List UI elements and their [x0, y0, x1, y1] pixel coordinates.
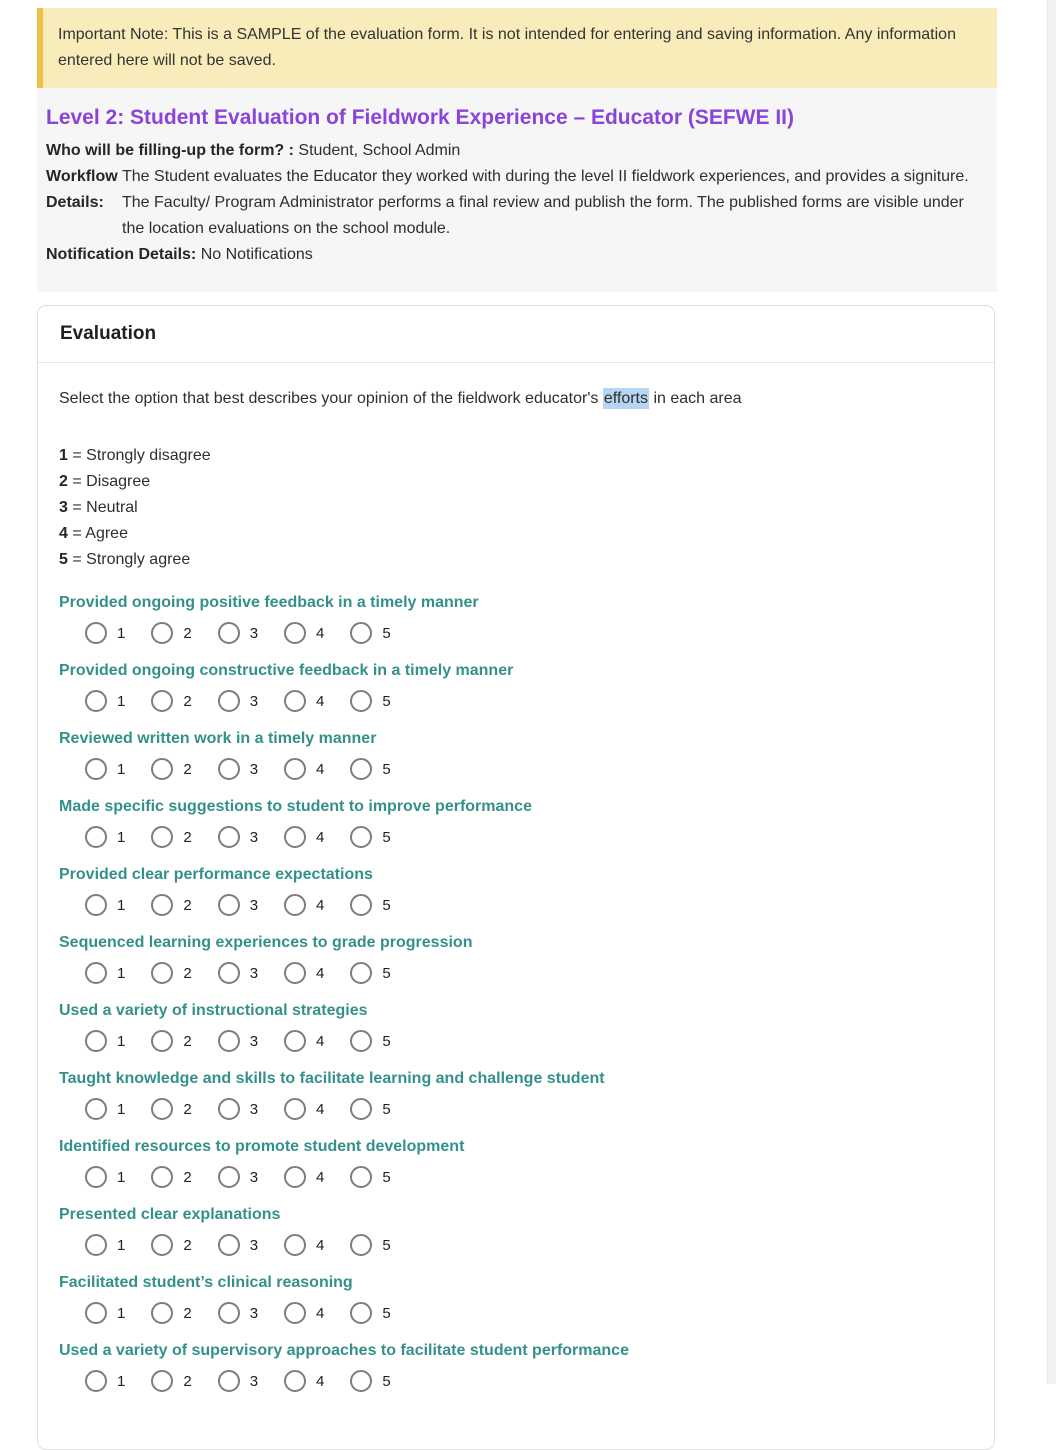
- radio-button[interactable]: [350, 758, 372, 780]
- radio-label: 3: [249, 828, 259, 846]
- radio-button[interactable]: [350, 962, 372, 984]
- notification-value: No Notifications: [200, 246, 313, 263]
- radio-option: [350, 1302, 390, 1324]
- instructions-before: Select the option that best describes your opinion of the fieldwork educator's: [59, 390, 603, 407]
- radio-label: 2: [183, 896, 192, 914]
- radio-option: [284, 962, 324, 984]
- radio-option: [284, 894, 324, 916]
- radio-button[interactable]: [218, 1234, 240, 1256]
- radio-label: 3: [249, 1100, 259, 1118]
- radio-option: [218, 622, 258, 644]
- question-title: Taught knowledge and skills to facilitate learning and challenge student: [59, 1070, 605, 1087]
- radio-button[interactable]: [151, 894, 173, 916]
- radio-button[interactable]: [85, 1030, 107, 1052]
- radio-label: 3: [249, 964, 259, 982]
- radio-label: 1: [117, 692, 126, 710]
- legend-line: [59, 547, 973, 573]
- radio-option: [284, 1370, 324, 1392]
- radio-label: 2: [183, 760, 192, 778]
- highlighted-text: efforts: [603, 390, 648, 407]
- radio-label: 1: [117, 624, 126, 642]
- notification-row: [46, 242, 977, 268]
- legend-line: [59, 443, 973, 469]
- radio-label: 2: [183, 964, 192, 982]
- radio-label: 3: [249, 624, 259, 642]
- radio-option: [85, 826, 125, 848]
- radio-button[interactable]: [85, 690, 107, 712]
- question-item: [59, 1205, 973, 1257]
- radio-option: [151, 1370, 191, 1392]
- radio-label: 3: [249, 1372, 259, 1390]
- question-item: [59, 1137, 973, 1189]
- radio-option: [350, 962, 390, 984]
- radio-button[interactable]: [85, 1234, 107, 1256]
- radio-button[interactable]: [218, 622, 240, 644]
- radio-label: 1: [117, 896, 126, 914]
- instructions-after: in each area: [649, 390, 742, 407]
- radio-button[interactable]: [284, 1302, 306, 1324]
- radio-option: [85, 1166, 125, 1188]
- legend-number: 4: [59, 525, 68, 542]
- radio-option: [218, 1098, 258, 1120]
- sample-warning-text: Important Note: This is a SAMPLE of the evaluation form. It is not intended for entering and saving information. Any information entered here will not be saved.: [58, 26, 956, 69]
- radio-option: [284, 826, 324, 848]
- radio-option: [350, 758, 390, 780]
- radio-group: [85, 893, 973, 917]
- radio-option: [218, 1030, 258, 1052]
- question-title: Used a variety of supervisory approaches to facilitate student performance: [59, 1342, 629, 1359]
- radio-label: 2: [183, 692, 192, 710]
- radio-label: 5: [382, 828, 391, 846]
- radio-group: [85, 621, 973, 645]
- radio-label: 3: [249, 692, 259, 710]
- radio-label: 2: [183, 1100, 192, 1118]
- radio-label: 5: [382, 1100, 391, 1118]
- question-item: [59, 865, 973, 917]
- radio-option: [350, 894, 390, 916]
- legend-text: = Neutral: [72, 499, 138, 516]
- radio-button[interactable]: [151, 1030, 173, 1052]
- workflow-row: [46, 164, 977, 242]
- radio-button[interactable]: [284, 962, 306, 984]
- question-title: Made specific suggestions to student to improve performance: [59, 798, 532, 815]
- question-list: [59, 593, 973, 1393]
- instructions-text: [59, 389, 973, 409]
- radio-button[interactable]: [218, 1370, 240, 1392]
- radio-group: [85, 1369, 973, 1393]
- radio-option: [151, 622, 191, 644]
- radio-group: [85, 1165, 973, 1189]
- radio-label: 5: [382, 964, 391, 982]
- question-title: Identified resources to promote student development: [59, 1138, 465, 1155]
- radio-option: [218, 962, 258, 984]
- radio-label: 2: [183, 1304, 192, 1322]
- radio-label: 3: [249, 896, 259, 914]
- radio-label: 5: [382, 1304, 391, 1322]
- radio-group: [85, 961, 973, 985]
- radio-option: [151, 1302, 191, 1324]
- radio-button[interactable]: [151, 1098, 173, 1120]
- question-title: Sequenced learning experiences to grade progression: [59, 934, 473, 951]
- radio-group: [85, 1233, 973, 1257]
- radio-option: [350, 1030, 390, 1052]
- legend-line: [59, 495, 973, 521]
- evaluation-card: [37, 305, 995, 1450]
- radio-group: [85, 1029, 973, 1053]
- radio-button[interactable]: [218, 690, 240, 712]
- question-item: [59, 729, 973, 781]
- radio-button[interactable]: [350, 826, 372, 848]
- radio-label: 4: [316, 964, 325, 982]
- radio-button[interactable]: [350, 1370, 372, 1392]
- radio-button[interactable]: [151, 758, 173, 780]
- radio-option: [218, 1370, 258, 1392]
- legend-text: = Strongly agree: [72, 551, 191, 568]
- radio-option: [85, 1302, 125, 1324]
- radio-button[interactable]: [85, 962, 107, 984]
- radio-label: 1: [117, 760, 126, 778]
- radio-option: [151, 1030, 191, 1052]
- radio-label: 4: [316, 1168, 325, 1186]
- radio-button[interactable]: [85, 1370, 107, 1392]
- radio-option: [151, 1166, 191, 1188]
- radio-label: 2: [183, 1168, 192, 1186]
- radio-option: [218, 894, 258, 916]
- form-meta: [37, 105, 997, 268]
- question-title: Used a variety of instructional strategies: [59, 1002, 368, 1019]
- radio-option: [284, 1098, 324, 1120]
- evaluation-card-header: [38, 306, 994, 363]
- radio-label: 2: [183, 1372, 192, 1390]
- question-item: [59, 1069, 973, 1121]
- radio-option: [151, 826, 191, 848]
- radio-option: [284, 1166, 324, 1188]
- radio-button[interactable]: [350, 1098, 372, 1120]
- radio-label: 1: [117, 1032, 126, 1050]
- radio-group: [85, 1301, 973, 1325]
- radio-label: 1: [117, 964, 126, 982]
- radio-button[interactable]: [218, 1166, 240, 1188]
- radio-button[interactable]: [151, 1234, 173, 1256]
- question-title: Provided ongoing positive feedback in a timely manner: [59, 594, 479, 611]
- radio-label: 3: [249, 760, 259, 778]
- radio-label: 1: [117, 1372, 126, 1390]
- radio-button[interactable]: [85, 622, 107, 644]
- radio-option: [85, 1030, 125, 1052]
- legend-line: [59, 469, 973, 495]
- radio-label: 4: [316, 760, 325, 778]
- radio-label: 5: [382, 1372, 391, 1390]
- radio-option: [218, 690, 258, 712]
- radio-button[interactable]: [284, 690, 306, 712]
- page-title: Level 2: Student Evaluation of Fieldwork Experience – Educator (SEFWE II): [46, 106, 794, 129]
- radio-button[interactable]: [85, 1098, 107, 1120]
- radio-button[interactable]: [85, 1166, 107, 1188]
- radio-label: 1: [117, 1304, 126, 1322]
- radio-option: [218, 826, 258, 848]
- radio-label: 3: [249, 1032, 259, 1050]
- radio-button[interactable]: [218, 962, 240, 984]
- radio-button[interactable]: [284, 622, 306, 644]
- radio-button[interactable]: [151, 690, 173, 712]
- page-content: [37, 8, 997, 1450]
- radio-label: 4: [316, 828, 325, 846]
- radio-label: 4: [316, 624, 325, 642]
- workflow-value: The Student evaluates the Educator they worked with during the level II fieldwork experiences, and provides a signiture. The Faculty/ Program Administrator performs a final review and publish the form. The published forms are visible under the location evaluations on the school module.: [122, 168, 969, 237]
- radio-group: [85, 825, 973, 849]
- question-title: Provided ongoing constructive feedback in a timely manner: [59, 662, 514, 679]
- question-title: Reviewed written work in a timely manner: [59, 730, 377, 747]
- form-info-panel: [37, 8, 997, 292]
- radio-button[interactable]: [350, 1166, 372, 1188]
- radio-option: [85, 622, 125, 644]
- radio-button[interactable]: [85, 894, 107, 916]
- radio-button[interactable]: [218, 1098, 240, 1120]
- radio-option: [218, 1166, 258, 1188]
- radio-option: [85, 962, 125, 984]
- radio-option: [284, 758, 324, 780]
- radio-option: [350, 1234, 390, 1256]
- radio-label: 4: [316, 1100, 325, 1118]
- radio-label: 3: [249, 1168, 259, 1186]
- radio-button[interactable]: [85, 1302, 107, 1324]
- radio-label: 2: [183, 624, 192, 642]
- radio-button[interactable]: [151, 1166, 173, 1188]
- radio-label: 5: [382, 1032, 391, 1050]
- legend-number: 5: [59, 551, 68, 568]
- radio-button[interactable]: [350, 894, 372, 916]
- radio-button[interactable]: [350, 1030, 372, 1052]
- radio-option: [284, 1030, 324, 1052]
- question-item: [59, 797, 973, 849]
- radio-option: [151, 690, 191, 712]
- workflow-label: Workflow Details:: [46, 168, 118, 211]
- radio-option: [218, 758, 258, 780]
- radio-option: [218, 1234, 258, 1256]
- question-item: [59, 1001, 973, 1053]
- radio-label: 2: [183, 1236, 192, 1254]
- radio-button[interactable]: [151, 962, 173, 984]
- radio-button[interactable]: [151, 622, 173, 644]
- radio-option: [151, 1098, 191, 1120]
- radio-button[interactable]: [218, 1302, 240, 1324]
- radio-button[interactable]: [218, 894, 240, 916]
- radio-label: 5: [382, 760, 391, 778]
- radio-button[interactable]: [350, 622, 372, 644]
- radio-option: [350, 1098, 390, 1120]
- radio-option: [85, 1370, 125, 1392]
- radio-option: [350, 622, 390, 644]
- radio-option: [284, 690, 324, 712]
- legend-line: [59, 521, 973, 547]
- radio-button[interactable]: [284, 1166, 306, 1188]
- question-title: Presented clear explanations: [59, 1206, 281, 1223]
- filling-value: Student, School Admin: [298, 142, 461, 159]
- radio-option: [350, 690, 390, 712]
- radio-option: [151, 962, 191, 984]
- notification-label: Notification Details:: [46, 246, 197, 263]
- radio-label: 4: [316, 1304, 325, 1322]
- radio-button[interactable]: [151, 826, 173, 848]
- radio-button[interactable]: [284, 894, 306, 916]
- radio-label: 1: [117, 1100, 126, 1118]
- legend-text: = Strongly disagree: [72, 447, 211, 464]
- question-title: Provided clear performance expectations: [59, 866, 373, 883]
- radio-button[interactable]: [350, 1234, 372, 1256]
- radio-label: 5: [382, 1168, 391, 1186]
- radio-option: [85, 1098, 125, 1120]
- scrollbar-track[interactable]: [1047, 0, 1056, 1384]
- radio-button[interactable]: [284, 1370, 306, 1392]
- radio-label: 4: [316, 1236, 325, 1254]
- radio-label: 5: [382, 692, 391, 710]
- legend-text: = Agree: [72, 525, 128, 542]
- legend-number: 2: [59, 473, 68, 490]
- radio-group: [85, 1097, 973, 1121]
- radio-button[interactable]: [218, 1030, 240, 1052]
- question-item: [59, 661, 973, 713]
- radio-option: [85, 1234, 125, 1256]
- radio-label: 1: [117, 828, 126, 846]
- radio-group: [85, 757, 973, 781]
- legend-text: = Disagree: [72, 473, 151, 490]
- radio-button[interactable]: [350, 1302, 372, 1324]
- radio-button[interactable]: [350, 690, 372, 712]
- radio-option: [350, 1370, 390, 1392]
- radio-label: 4: [316, 1032, 325, 1050]
- question-item: [59, 933, 973, 985]
- radio-button[interactable]: [151, 1370, 173, 1392]
- radio-option: [85, 758, 125, 780]
- radio-option: [85, 690, 125, 712]
- radio-option: [151, 1234, 191, 1256]
- radio-option: [151, 758, 191, 780]
- question-item: [59, 1341, 973, 1393]
- radio-label: 2: [183, 828, 192, 846]
- radio-option: [284, 1234, 324, 1256]
- radio-button[interactable]: [218, 826, 240, 848]
- radio-label: 5: [382, 624, 391, 642]
- radio-option: [85, 894, 125, 916]
- radio-option: [218, 1302, 258, 1324]
- radio-label: 4: [316, 692, 325, 710]
- radio-label: 2: [183, 1032, 192, 1050]
- radio-option: [151, 894, 191, 916]
- radio-label: 3: [249, 1304, 259, 1322]
- radio-button[interactable]: [284, 826, 306, 848]
- rating-legend: [59, 443, 973, 573]
- evaluation-card-body: [38, 363, 994, 1439]
- radio-label: 3: [249, 1236, 259, 1254]
- radio-button[interactable]: [284, 1030, 306, 1052]
- sample-warning-note: [37, 8, 997, 88]
- radio-button[interactable]: [284, 758, 306, 780]
- question-item: [59, 1273, 973, 1325]
- radio-label: 1: [117, 1236, 126, 1254]
- radio-label: 4: [316, 1372, 325, 1390]
- radio-button[interactable]: [218, 758, 240, 780]
- radio-button[interactable]: [151, 1302, 173, 1324]
- radio-button[interactable]: [284, 1234, 306, 1256]
- radio-option: [350, 1166, 390, 1188]
- radio-option: [284, 1302, 324, 1324]
- radio-button[interactable]: [85, 826, 107, 848]
- radio-label: 4: [316, 896, 325, 914]
- question-title: Facilitated student’s clinical reasoning: [59, 1274, 353, 1291]
- radio-label: 5: [382, 1236, 391, 1254]
- legend-number: 3: [59, 499, 68, 516]
- legend-number: 1: [59, 447, 68, 464]
- radio-button[interactable]: [85, 758, 107, 780]
- filling-row: [46, 138, 977, 164]
- radio-group: [85, 689, 973, 713]
- radio-option: [350, 826, 390, 848]
- radio-label: 5: [382, 896, 391, 914]
- evaluation-card-title: Evaluation: [60, 323, 157, 344]
- radio-option: [284, 622, 324, 644]
- radio-label: 1: [117, 1168, 126, 1186]
- filling-label: Who will be filling-up the form? :: [46, 142, 294, 159]
- question-item: [59, 593, 973, 645]
- radio-button[interactable]: [284, 1098, 306, 1120]
